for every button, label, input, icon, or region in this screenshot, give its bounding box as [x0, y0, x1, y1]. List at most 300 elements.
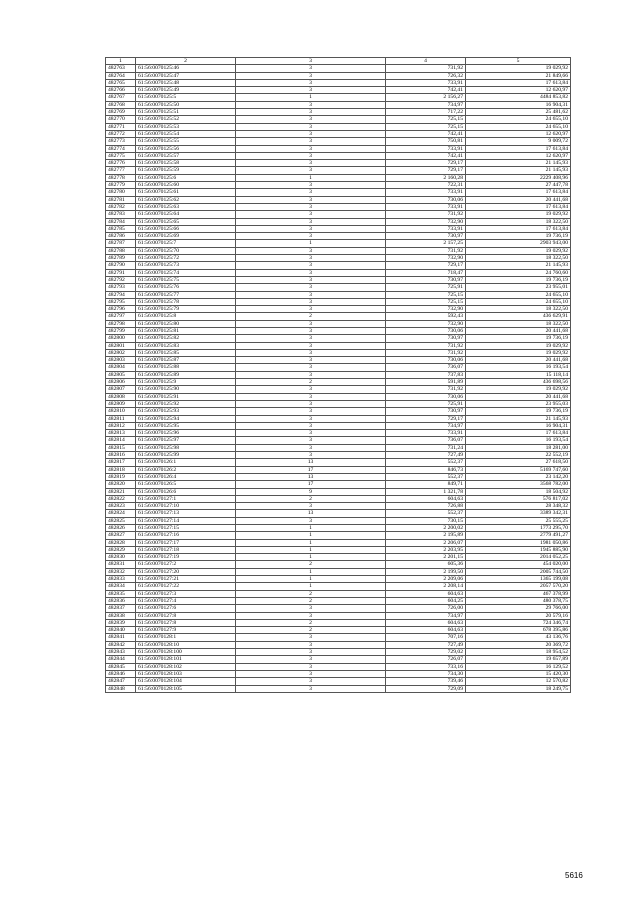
table-row — [106, 116, 571, 123]
row-id-cell: 482828 — [106, 539, 136, 546]
cadastral-number-cell: 61:56:0070127:16 — [136, 532, 236, 539]
cadastral-number-cell: 61:56:0070126:4 — [136, 473, 236, 480]
cadastral-number-cell: 61:56:0070126:1 — [136, 459, 236, 466]
row-id-cell: 482767 — [106, 94, 136, 101]
category-cell: 1 — [236, 568, 386, 575]
row-id-cell: 482787 — [106, 240, 136, 247]
table-row — [106, 203, 571, 210]
value-cell: 20 441,68 — [466, 196, 571, 203]
category-cell: 17 — [236, 466, 386, 473]
cadastral-number-cell: 61:56:0070126:2 — [136, 466, 236, 473]
cadastral-number-cell: 61:56:0070125:91 — [136, 393, 236, 400]
value-cell: 20 441,68 — [466, 327, 571, 334]
row-id-cell: 482779 — [106, 182, 136, 189]
category-cell: 2 — [236, 313, 386, 320]
cadastral-number-cell: 61:56:0070125:48 — [136, 79, 236, 86]
row-id-cell: 482820 — [106, 481, 136, 488]
category-cell: 1 — [236, 525, 386, 532]
value-cell: 2005 744,50 — [466, 568, 571, 575]
category-cell: 2 — [236, 590, 386, 597]
cadastral-number-cell: 61:56:0070125:80 — [136, 320, 236, 327]
cadastral-number-cell: 61:56:0070125:78 — [136, 298, 236, 305]
value-cell: 21 145,93 — [466, 160, 571, 167]
table-row — [106, 473, 571, 480]
value-cell: 18 281,00 — [466, 444, 571, 451]
cadastral-number-cell: 61:56:0070127:18 — [136, 546, 236, 553]
cadastral-number-cell: 61:56:0070128:10 — [136, 641, 236, 648]
row-id-cell: 482766 — [106, 87, 136, 94]
cadastral-number-cell: 61:56:0070126:5 — [136, 481, 236, 488]
area-cell: 725,91 — [386, 284, 466, 291]
category-cell: 3 — [236, 189, 386, 196]
cadastral-number-cell: 61:56:0070125:56 — [136, 145, 236, 152]
value-cell: 29 766,00 — [466, 605, 571, 612]
value-cell: 28 348,32 — [466, 503, 571, 510]
category-cell: 3 — [236, 152, 386, 159]
table-row — [106, 488, 571, 495]
table-row — [106, 656, 571, 663]
row-id-cell: 482824 — [106, 510, 136, 517]
value-cell: 23 955,03 — [466, 400, 571, 407]
row-id-cell: 482789 — [106, 255, 136, 262]
row-id-cell: 482778 — [106, 174, 136, 181]
row-id-cell: 482803 — [106, 357, 136, 364]
row-id-cell: 482775 — [106, 152, 136, 159]
category-cell: 3 — [236, 276, 386, 283]
table-row — [106, 481, 571, 488]
cadastral-number-cell: 61:56:0070125:57 — [136, 152, 236, 159]
cadastral-number-cell: 61:56:0070127:13 — [136, 510, 236, 517]
cadastral-number-cell: 61:56:0070127:17 — [136, 539, 236, 546]
category-cell: 3 — [236, 342, 386, 349]
cadastral-number-cell: 61:56:0070125:51 — [136, 109, 236, 116]
row-id-cell: 482807 — [106, 386, 136, 393]
value-cell: 17 613,84 — [466, 225, 571, 232]
row-id-cell: 482823 — [106, 503, 136, 510]
row-id-cell: 482798 — [106, 320, 136, 327]
row-id-cell: 482829 — [106, 546, 136, 553]
area-cell: 725,15 — [386, 291, 466, 298]
table-row — [106, 634, 571, 641]
value-cell: 436 629,91 — [466, 313, 571, 320]
area-cell: 731,92 — [386, 247, 466, 254]
row-id-cell: 482792 — [106, 276, 136, 283]
category-cell: 1 — [236, 539, 386, 546]
area-cell: 734,97 — [386, 422, 466, 429]
area-cell: 846,73 — [386, 466, 466, 473]
row-id-cell: 482826 — [106, 525, 136, 532]
area-cell: 729,09 — [386, 685, 466, 692]
row-id-cell: 482783 — [106, 211, 136, 218]
area-cell: 733,91 — [386, 203, 466, 210]
area-cell: 734,97 — [386, 101, 466, 108]
area-cell: 733,91 — [386, 145, 466, 152]
value-cell: 18 249,75 — [466, 685, 571, 692]
area-cell: 731,92 — [386, 386, 466, 393]
row-id-cell: 482805 — [106, 371, 136, 378]
row-id-cell: 482844 — [106, 656, 136, 663]
table-row — [106, 262, 571, 269]
category-cell: 3 — [236, 320, 386, 327]
area-cell: 731,92 — [386, 349, 466, 356]
cadastral-number-cell: 61:56:0070128:103 — [136, 670, 236, 677]
area-cell: 725,15 — [386, 116, 466, 123]
area-cell: 1 321,78 — [386, 488, 466, 495]
cadastral-number-cell: 61:56:0070127:2 — [136, 561, 236, 568]
row-id-cell: 482814 — [106, 437, 136, 444]
value-cell: 480 378,75 — [466, 597, 571, 604]
table-row — [106, 218, 571, 225]
category-cell: 3 — [236, 160, 386, 167]
table-row — [106, 87, 571, 94]
table-row — [106, 189, 571, 196]
table-row — [106, 546, 571, 553]
cadastral-number-cell: 61:56:0070127:21 — [136, 576, 236, 583]
cadastral-number-cell: 61:56:0070127:14 — [136, 517, 236, 524]
category-cell: 3 — [236, 503, 386, 510]
table-row — [106, 72, 571, 79]
value-cell: 4484 853,82 — [466, 94, 571, 101]
row-id-cell: 482817 — [106, 459, 136, 466]
area-cell: 732,90 — [386, 320, 466, 327]
area-cell: 750,81 — [386, 138, 466, 145]
category-cell: 3 — [236, 284, 386, 291]
cadastral-number-cell: 61:56:0070125:87 — [136, 357, 236, 364]
category-cell: 2 — [236, 379, 386, 386]
value-cell: 724 346,74 — [466, 619, 571, 626]
table-row — [106, 79, 571, 86]
table-row — [106, 400, 571, 407]
cadastral-number-cell: 61:56:0070125:79 — [136, 306, 236, 313]
row-id-cell: 482780 — [106, 189, 136, 196]
category-cell: 3 — [236, 612, 386, 619]
area-cell: 591,89 — [386, 379, 466, 386]
table-row — [106, 130, 571, 137]
category-cell: 3 — [236, 649, 386, 656]
row-id-cell: 482830 — [106, 554, 136, 561]
table-row — [106, 466, 571, 473]
category-cell: 1 — [236, 532, 386, 539]
area-cell: 736,07 — [386, 364, 466, 371]
value-cell: 5169 747,60 — [466, 466, 571, 473]
area-cell: 604,63 — [386, 619, 466, 626]
area-cell: 2 199,50 — [386, 568, 466, 575]
value-cell: 18 504,92 — [466, 488, 571, 495]
category-cell: 3 — [236, 357, 386, 364]
value-cell: 24 760,60 — [466, 269, 571, 276]
category-cell: 3 — [236, 233, 386, 240]
table-row — [106, 641, 571, 648]
table-row — [106, 597, 571, 604]
cadastral-number-cell: 61:56:0070125:94 — [136, 415, 236, 422]
value-cell: 24 655,10 — [466, 298, 571, 305]
category-cell: 3 — [236, 291, 386, 298]
category-cell: 3 — [236, 670, 386, 677]
area-cell: 731,24 — [386, 444, 466, 451]
row-id-cell: 482818 — [106, 466, 136, 473]
area-cell: 2 157,25 — [386, 240, 466, 247]
category-cell: 3 — [236, 437, 386, 444]
value-cell: 12 620,97 — [466, 130, 571, 137]
cadastral-number-cell: 61:56:0070125:58 — [136, 160, 236, 167]
cadastral-number-cell: 61:56:0070125:65 — [136, 218, 236, 225]
category-cell: 3 — [236, 182, 386, 189]
category-cell: 1 — [236, 546, 386, 553]
category-cell: 3 — [236, 634, 386, 641]
row-id-cell: 482782 — [106, 203, 136, 210]
cadastral-number-cell: 61:56:0070125:77 — [136, 291, 236, 298]
table-row — [106, 503, 571, 510]
value-cell: 17 613,84 — [466, 203, 571, 210]
value-cell: 19 657,89 — [466, 656, 571, 663]
table-row — [106, 160, 571, 167]
table-row — [106, 495, 571, 502]
row-id-cell: 482768 — [106, 101, 136, 108]
data-table — [105, 57, 571, 693]
area-cell: 729,02 — [386, 649, 466, 656]
row-id-cell: 482794 — [106, 291, 136, 298]
row-id-cell: 482800 — [106, 335, 136, 342]
page-number: 5616 — [565, 871, 583, 880]
value-cell: 467 378,99 — [466, 590, 571, 597]
category-cell: 3 — [236, 678, 386, 685]
category-cell: 3 — [236, 298, 386, 305]
value-cell: 3568 782,00 — [466, 481, 571, 488]
value-cell: 15 118,14 — [466, 371, 571, 378]
cadastral-number-cell: 61:56:0070125:61 — [136, 189, 236, 196]
row-id-cell: 482846 — [106, 670, 136, 677]
value-cell: 16 193,54 — [466, 437, 571, 444]
row-id-cell: 482822 — [106, 495, 136, 502]
category-cell: 2 — [236, 627, 386, 634]
row-id-cell: 482776 — [106, 160, 136, 167]
row-id-cell: 482786 — [106, 233, 136, 240]
cadastral-number-cell: 61:56:0070125:70 — [136, 247, 236, 254]
category-cell: 3 — [236, 72, 386, 79]
area-cell: 730,97 — [386, 233, 466, 240]
category-cell: 1 — [236, 240, 386, 247]
row-id-cell: 482841 — [106, 634, 136, 641]
category-cell: 3 — [236, 167, 386, 174]
area-cell: 730,97 — [386, 335, 466, 342]
table-row — [106, 393, 571, 400]
value-cell: 17 613,84 — [466, 79, 571, 86]
row-id-cell: 482833 — [106, 576, 136, 583]
table-row — [106, 379, 571, 386]
cadastral-number-cell: 61:56:0070127:8 — [136, 619, 236, 626]
category-cell: 13 — [236, 459, 386, 466]
row-id-cell: 482808 — [106, 393, 136, 400]
area-cell: 726,07 — [386, 656, 466, 663]
table-row — [106, 612, 571, 619]
value-cell: 2057 570,20 — [466, 583, 571, 590]
area-cell: 739,46 — [386, 678, 466, 685]
row-id-cell: 482840 — [106, 627, 136, 634]
cadastral-number-cell: 61:56:0070125:99 — [136, 452, 236, 459]
category-cell: 3 — [236, 101, 386, 108]
area-cell: 552,37 — [386, 459, 466, 466]
area-cell: 733,16 — [386, 663, 466, 670]
value-cell: 16 904,31 — [466, 101, 571, 108]
value-cell: 16 129,52 — [466, 663, 571, 670]
area-cell: 730,97 — [386, 408, 466, 415]
cadastral-number-cell: 61:56:0070125:60 — [136, 182, 236, 189]
category-cell: 3 — [236, 517, 386, 524]
row-id-cell: 482825 — [106, 517, 136, 524]
cadastral-number-cell: 61:56:0070125:76 — [136, 284, 236, 291]
value-cell: 20 369,72 — [466, 641, 571, 648]
area-cell: 726,00 — [386, 605, 466, 612]
cadastral-number-cell: 61:56:0070125:8 — [136, 313, 236, 320]
table-row — [106, 240, 571, 247]
area-cell: 730,97 — [386, 276, 466, 283]
area-cell: 730,15 — [386, 517, 466, 524]
table-header-row — [106, 58, 571, 65]
cadastral-number-cell: 61:56:0070125:6 — [136, 174, 236, 181]
cadastral-number-cell: 61:56:0070128:1 — [136, 634, 236, 641]
row-id-cell: 482769 — [106, 109, 136, 116]
area-cell: 732,90 — [386, 218, 466, 225]
row-id-cell: 482791 — [106, 269, 136, 276]
category-cell: 3 — [236, 255, 386, 262]
value-cell: 18 322,50 — [466, 218, 571, 225]
table-row — [106, 342, 571, 349]
cadastral-number-cell: 61:56:0070125:93 — [136, 408, 236, 415]
category-cell: 3 — [236, 663, 386, 670]
area-cell: 731,92 — [386, 342, 466, 349]
table-row — [106, 152, 571, 159]
value-cell: 12 570,82 — [466, 678, 571, 685]
row-id-cell: 482821 — [106, 488, 136, 495]
area-cell: 604,63 — [386, 495, 466, 502]
column-header-1: 1 — [106, 58, 136, 65]
category-cell: 3 — [236, 335, 386, 342]
value-cell: 43 136,76 — [466, 634, 571, 641]
table-row — [106, 320, 571, 327]
row-id-cell: 482837 — [106, 605, 136, 612]
cadastral-number-cell: 61:56:0070125:73 — [136, 262, 236, 269]
value-cell: 678 395,86 — [466, 627, 571, 634]
cadastral-number-cell: 61:56:0070125:54 — [136, 130, 236, 137]
area-cell: 733,91 — [386, 189, 466, 196]
value-cell: 16 193,54 — [466, 364, 571, 371]
table-row — [106, 364, 571, 371]
area-cell: 742,41 — [386, 87, 466, 94]
category-cell: 3 — [236, 306, 386, 313]
table-row — [106, 306, 571, 313]
table-row — [106, 517, 571, 524]
area-cell: 729,17 — [386, 415, 466, 422]
row-id-cell: 482785 — [106, 225, 136, 232]
cadastral-number-cell: 61:56:0070125:50 — [136, 101, 236, 108]
category-cell: 3 — [236, 109, 386, 116]
table-row — [106, 605, 571, 612]
value-cell: 2229 408,96 — [466, 174, 571, 181]
table-row — [106, 539, 571, 546]
row-id-cell: 482813 — [106, 430, 136, 437]
value-cell: 18 322,50 — [466, 320, 571, 327]
table-row — [106, 415, 571, 422]
table-row — [106, 313, 571, 320]
table-row — [106, 327, 571, 334]
value-cell: 22 552,19 — [466, 452, 571, 459]
row-id-cell: 482796 — [106, 306, 136, 313]
cadastral-number-cell: 61:56:0070125:89 — [136, 371, 236, 378]
table-row — [106, 109, 571, 116]
value-cell: 20 441,68 — [466, 393, 571, 400]
category-cell: 3 — [236, 400, 386, 407]
category-cell: 1 — [236, 576, 386, 583]
area-cell: 725,91 — [386, 400, 466, 407]
value-cell: 576 817,02 — [466, 495, 571, 502]
row-id-cell: 482770 — [106, 116, 136, 123]
table-row — [106, 291, 571, 298]
category-cell: 3 — [236, 79, 386, 86]
value-cell: 27 618,50 — [466, 459, 571, 466]
cadastral-number-cell: 61:56:0070128:102 — [136, 663, 236, 670]
category-cell: 13 — [236, 473, 386, 480]
area-cell: 733,91 — [386, 225, 466, 232]
cadastral-number-cell: 61:56:0070127:3 — [136, 590, 236, 597]
category-cell: 1 — [236, 94, 386, 101]
cadastral-number-cell: 61:56:0070125:9 — [136, 379, 236, 386]
category-cell: 3 — [236, 349, 386, 356]
area-cell: 733,91 — [386, 79, 466, 86]
cadastral-number-cell: 61:56:0070128:104 — [136, 678, 236, 685]
table-row — [106, 94, 571, 101]
value-cell: 20 441,68 — [466, 357, 571, 364]
column-header-4: 4 — [386, 58, 466, 65]
cadastral-number-cell: 61:56:0070127:1 — [136, 495, 236, 502]
category-cell: 1 — [236, 583, 386, 590]
area-cell: 725,15 — [386, 298, 466, 305]
area-cell: 2 201,15 — [386, 554, 466, 561]
row-id-cell: 482795 — [106, 298, 136, 305]
value-cell: 19 029,92 — [466, 211, 571, 218]
category-cell: 9 — [236, 488, 386, 495]
area-cell: 730,06 — [386, 327, 466, 334]
area-cell: 727,49 — [386, 452, 466, 459]
cadastral-number-cell: 61:56:0070125:83 — [136, 342, 236, 349]
table-row — [106, 408, 571, 415]
value-cell: 24 655,10 — [466, 291, 571, 298]
category-cell: 3 — [236, 422, 386, 429]
category-cell: 3 — [236, 203, 386, 210]
row-id-cell: 482845 — [106, 663, 136, 670]
row-id-cell: 482811 — [106, 415, 136, 422]
row-id-cell: 482835 — [106, 590, 136, 597]
area-cell: 730,06 — [386, 393, 466, 400]
table-row — [106, 167, 571, 174]
value-cell: 24 655,10 — [466, 116, 571, 123]
row-id-cell: 482788 — [106, 247, 136, 254]
area-cell: 734,30 — [386, 670, 466, 677]
category-cell: 3 — [236, 87, 386, 94]
category-cell: 2 — [236, 495, 386, 502]
row-id-cell: 482816 — [106, 452, 136, 459]
category-cell: 3 — [236, 371, 386, 378]
value-cell: 18 954,52 — [466, 649, 571, 656]
area-cell: 707,16 — [386, 634, 466, 641]
area-cell: 722,31 — [386, 182, 466, 189]
value-cell: 9 009,72 — [466, 138, 571, 145]
table-row — [106, 663, 571, 670]
category-cell: 3 — [236, 452, 386, 459]
table-row — [106, 459, 571, 466]
cadastral-number-cell: 61:56:0070127:8 — [136, 612, 236, 619]
area-cell: 604,25 — [386, 597, 466, 604]
row-id-cell: 482815 — [106, 444, 136, 451]
